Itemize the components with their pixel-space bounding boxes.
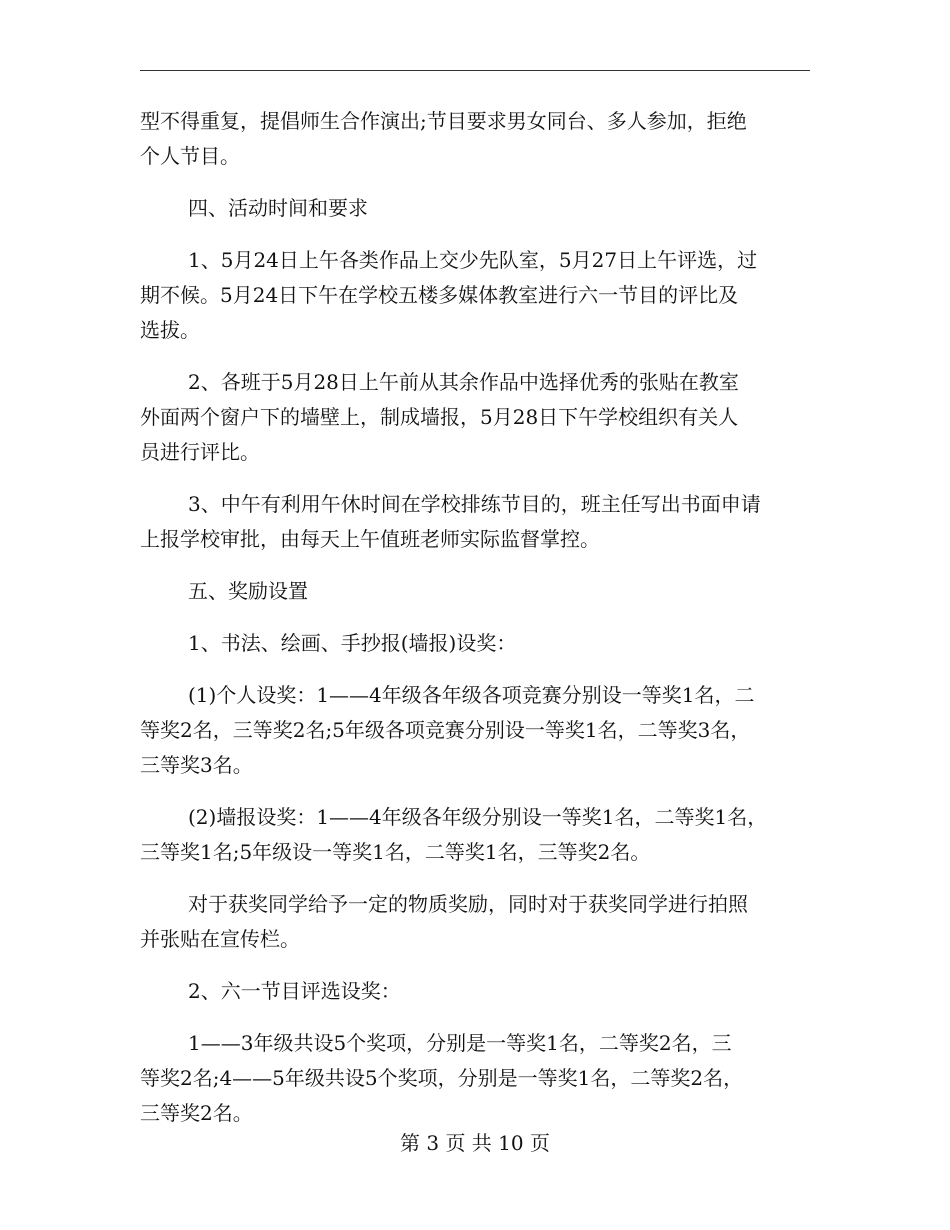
paragraph-10: 对于获奖同学给予一定的物质奖励，同时对于获奖同学进行拍照 并张贴在宣传栏。: [140, 892, 748, 951]
paragraph-3: 1、5月24日上午各类作品上交少先队室，5月27日上午评选，过 期不候。5月24日下午在学校五楼多媒体教室进行六一节目的评比及 选拔。: [140, 248, 758, 342]
header-rule: [140, 70, 810, 71]
paragraph-5: 3、中午有利用午休时间在学校排练节目的，班主任写出书面申请 上报学校审批，由每天上午值班老师实际监督掌控。: [140, 492, 761, 551]
paragraph-12: 1——3年级共设5个奖项，分别是一等奖1名，二等奖2名，三 等奖2名;4——5年级共设5个奖项，分别是一等奖1名，二等奖2名， 三等奖2名。: [140, 1031, 744, 1125]
paragraph-11: 2、六一节目评选设奖：: [188, 979, 401, 1003]
document-body: [140, 104, 810, 1148]
paragraph-9: (2)墙报设奖：1——4年级各年级分别设一等奖1名，二等奖1名， 三等奖1名;5年级设一等奖1名，二等奖1名，三等奖2名。: [140, 805, 768, 864]
paragraph-8: (1)个人设奖：1——4年级各年级各项竞赛分别设一等奖1名，二 等奖2名，三等奖2名;5年级各项竞赛分别设一等奖1名，二等奖3名， 三等奖3名。: [140, 683, 755, 777]
page-number: 第 3 页 共 10 页: [400, 1131, 550, 1155]
section-heading-5: 五、奖励设置: [188, 579, 308, 603]
paragraph-4: 2、各班于5月28日上午前从其余作品中选择优秀的张贴在教室 外面两个窗户下的墙壁上，制成墙报，5月28日下午学校组织有关人 员进行评比。: [140, 370, 739, 464]
paragraph-7: 1、书法、绘画、手抄报(墙报)设奖：: [188, 631, 517, 655]
section-heading-4: 四、活动时间和要求: [188, 196, 368, 220]
paragraph-1: 型不得重复，提倡师生合作演出;节目要求男女同台、多人参加，拒绝 个人节目。: [140, 109, 747, 168]
